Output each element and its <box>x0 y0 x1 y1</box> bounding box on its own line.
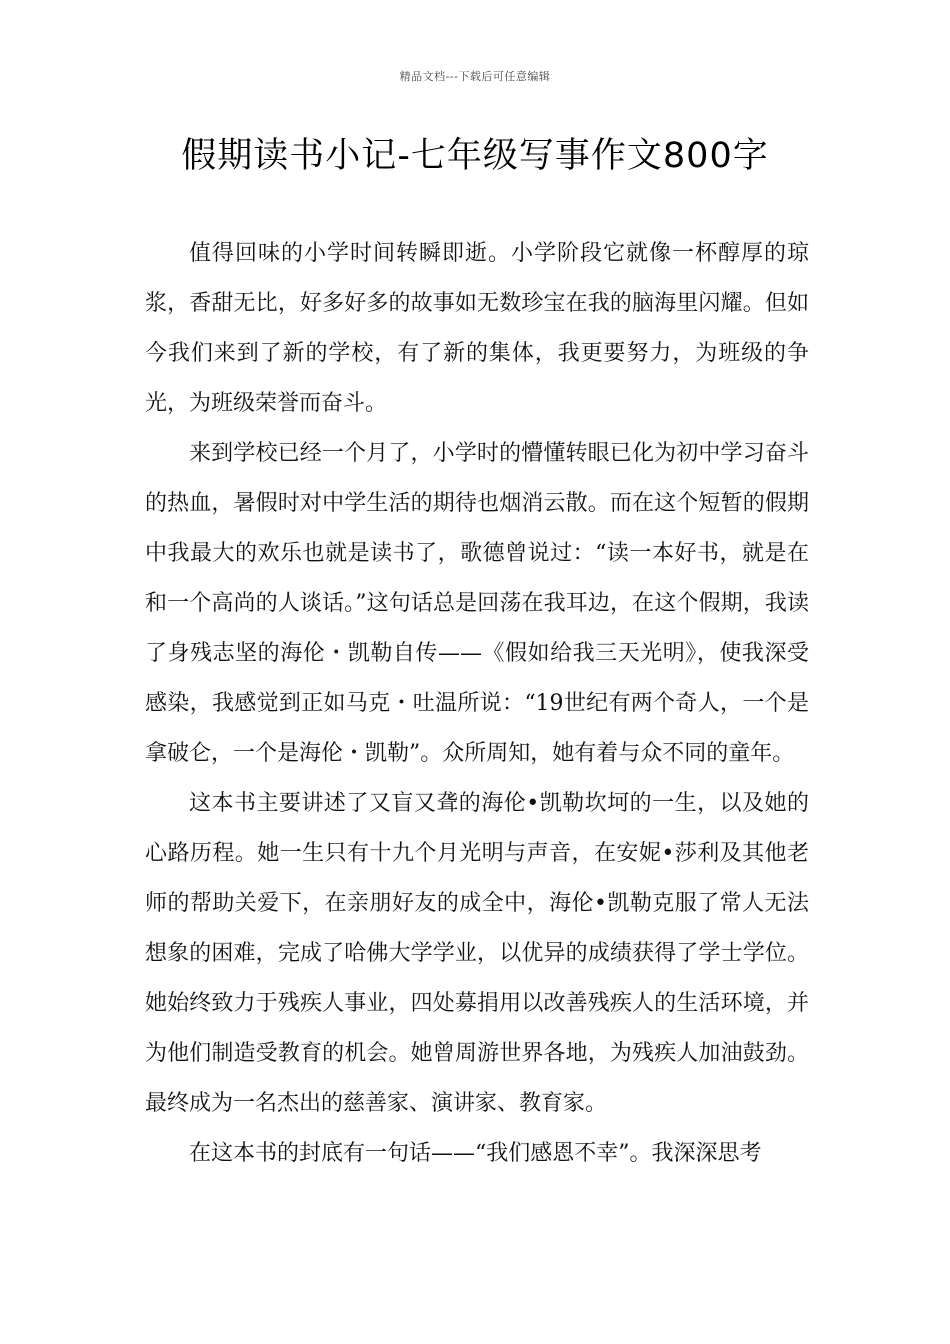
paragraph: 在这本书的封底有一句话——“我们感恩不幸”。我深深思考 <box>189 1141 762 1166</box>
document-title: 假期读书小记-七年级写事作文800字 <box>181 136 769 176</box>
paragraph: 这本书主要讲述了又盲又聋的海伦•凯勒坎坷的一生，以及她的心路历程。她一生只有十九个月光明与声音，在安妮•莎利及其他老师的帮助关爱下，在亲朋好友的成全中，海伦•凯勒克服了常人无法想象的困难，完成了哈佛大学学业，以优异的成绩获得了学士学位。她始终致力于残疾人事业，四处募捐用以改善残疾人的生活环境，并为他们制造受教育的机会。她曾周游世界各地，为残疾人加油鼓劲。最终成为一名杰出的慈善家、演讲家、教育家。 <box>145 791 809 1116</box>
header-note: 精品文档---下载后可任意编辑 <box>399 70 551 83</box>
paragraph: 值得回味的小学时间转瞬即逝。小学阶段它就像一杯醇厚的琼浆，香甜无比，好多好多的故事如无数珍宝在我的脑海里闪耀。但如今我们来到了新的学校，有了新的集体，我更要努力，为班级的争光，为班级荣誉而奋斗。 <box>145 241 809 416</box>
article-body <box>145 229 809 1179</box>
paragraph: 来到学校已经一个月了，小学时的懵懂转眼已化为初中学习奋斗的热血，暑假时对中学生活的期待也烟消云散。而在这个短暂的假期中我最大的欢乐也就是读书了，歌德曾说过：“读一本好书，就是在和一个高尚的人谈话。”这句话总是回荡在我耳边，在这个假期，我读了身残志坚的海伦・凯勒自传——《假如给我三天光明》，使我深受感染，我感觉到正如马克・吐温所说：“19世纪有两个奇人，一个是拿破仑，一个是海伦・凯勒”。众所周知，她有着与众不同的童年。 <box>145 441 809 766</box>
